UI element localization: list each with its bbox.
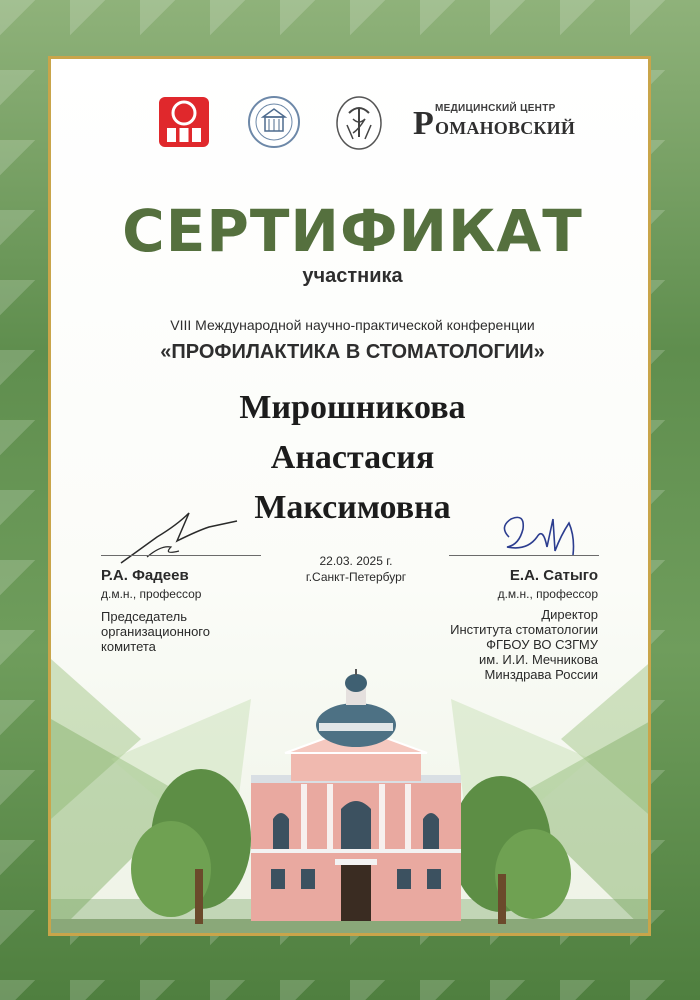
left-signer-name: Р.А. Фадеев xyxy=(101,567,189,584)
right-signer-block xyxy=(358,567,598,682)
romanov-logo-small-text: МЕДИЦИНСКИЙ ЦЕНТР xyxy=(435,103,556,114)
spbsmu-logo-icon xyxy=(159,97,209,147)
left-role-line: организационного xyxy=(101,624,210,639)
recipient-patronymic: Максимовна xyxy=(254,489,451,526)
right-role-line: ФГБОУ ВО СЗГМУ xyxy=(486,637,598,652)
left-role-line: Председатель xyxy=(101,609,188,624)
left-signature-image xyxy=(117,507,247,567)
left-signer-role xyxy=(101,609,301,654)
certificate-subtitle: участника xyxy=(302,265,403,287)
emblem-icon xyxy=(335,95,383,151)
right-role-line: Института стоматологии xyxy=(450,622,598,637)
conference-name: «ПРОФИЛАКТИКА В СТОМАТОЛОГИИ» xyxy=(160,341,545,363)
event-date: 22.03. 2025 г. xyxy=(319,554,393,568)
right-role-line: им. И.И. Мечникова xyxy=(479,652,598,667)
recipient-first-name: Анастасия xyxy=(270,439,435,476)
right-role-line: Минздрава России xyxy=(484,667,598,682)
romanov-logo-initial: Р xyxy=(413,105,434,142)
logos-row xyxy=(159,97,576,157)
recipient-last-name: Мирошникова xyxy=(239,389,466,426)
right-signer-degree: д.м.н., профессор xyxy=(497,587,598,601)
right-role-line: Директор xyxy=(541,607,598,622)
romanovsky-center-logo xyxy=(413,103,576,149)
left-role-line: комитета xyxy=(101,639,156,654)
left-signature-line xyxy=(101,555,261,556)
right-signer-name: Е.А. Сатыго xyxy=(509,567,598,584)
right-signature-line xyxy=(449,555,599,556)
institute-seal-icon xyxy=(247,95,301,149)
university-building-illustration xyxy=(51,669,651,936)
romanov-logo-big-text: ОМАНОВСКИЙ xyxy=(435,118,576,138)
certificate-frame xyxy=(48,56,651,936)
certificate-title: СЕРТИФИКАТ xyxy=(122,197,583,265)
left-signer-degree: д.м.н., профессор xyxy=(101,587,202,601)
conference-line: VIII Международной научно-практической конференции xyxy=(170,317,535,333)
event-city: г.Санкт-Петербург xyxy=(305,570,407,584)
right-signature-image xyxy=(497,507,597,567)
